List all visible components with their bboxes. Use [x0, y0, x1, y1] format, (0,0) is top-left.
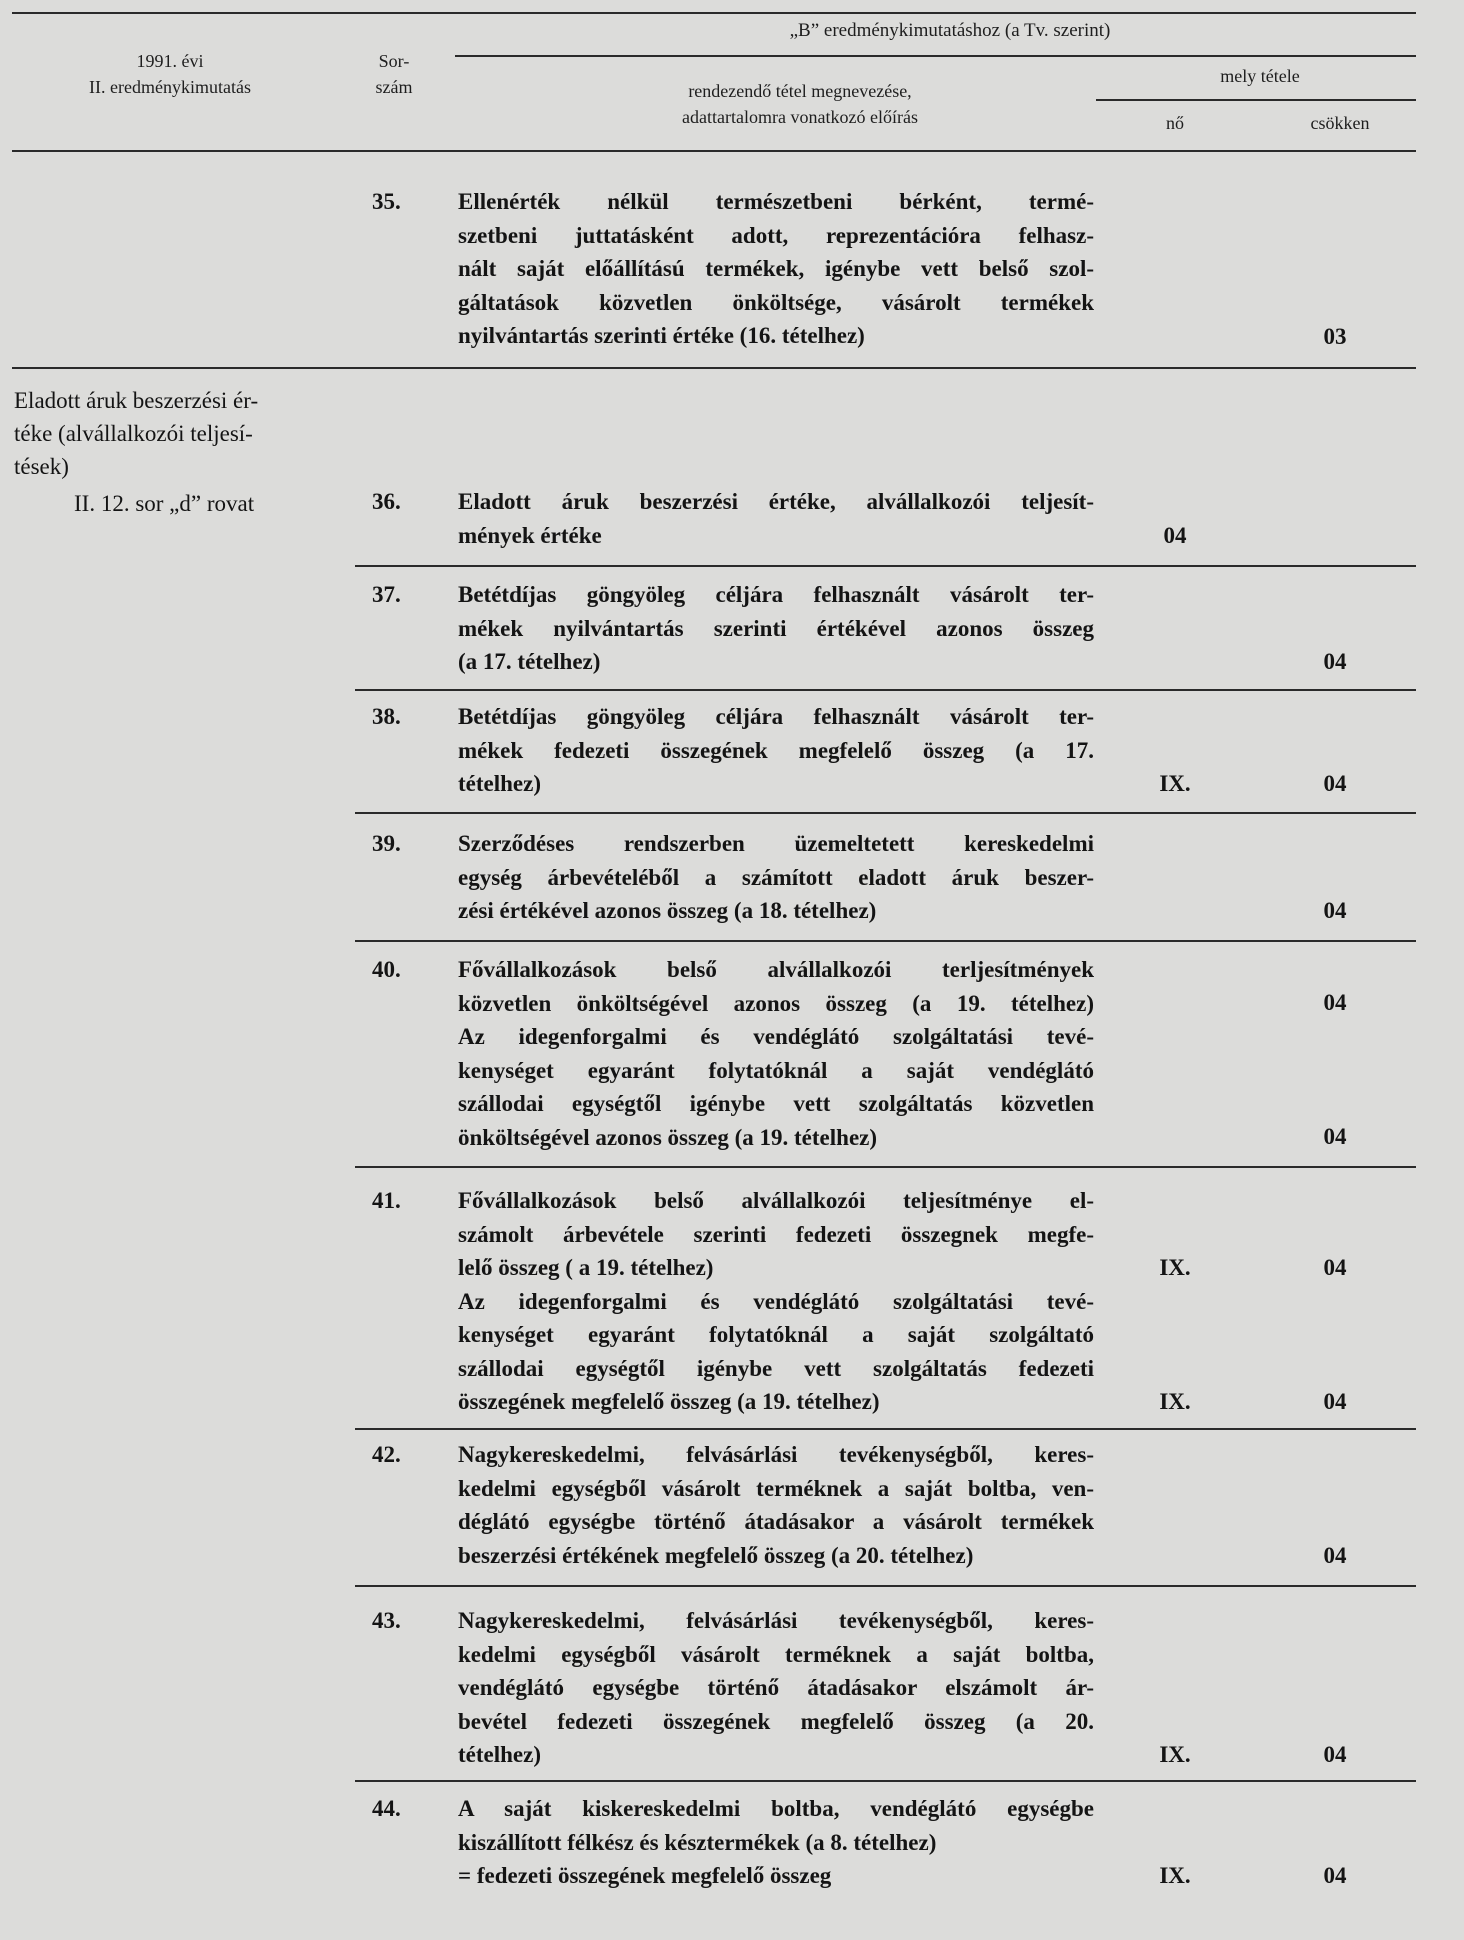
row-42-csokken: 04	[1323, 1543, 1347, 1568]
row-44-line-2: kiszállított félkész és késztermékek (a 8. tételhez)	[458, 1829, 937, 1855]
row-37-csokken: 04	[1323, 649, 1347, 674]
header-col3-line1: rendezendő tétel megnevezése,	[688, 81, 912, 101]
row-39-line-2: egység árbevételéből a számított eladott áruk beszer-	[458, 864, 1094, 890]
row-39-line-3: zési értékével azonos összeg (a 18. tételhez)	[458, 898, 877, 923]
row-43-line-4: bevétel fedezeti összegének megfelelő összeg (a 20.	[458, 1708, 1094, 1734]
row-43-number: 43.	[372, 1608, 401, 1633]
row-44-text	[458, 1792, 1094, 1893]
row-43-line-3: vendéglátó egységbe történő átadásakor elszámolt ár-	[458, 1675, 1094, 1700]
row-44-no: IX.	[1159, 1863, 1191, 1888]
row-43-line-2: kedelmi egységből vásárolt terméknek a saját boltba,	[458, 1641, 1094, 1667]
row-40-line-5: szállodai egységtől igénybe vett szolgáltatás közvetlen	[458, 1091, 1094, 1116]
row-36-line-2: mények értéke	[458, 522, 602, 548]
row-42-text	[458, 1438, 1094, 1572]
row-41-number: 41.	[372, 1188, 401, 1213]
row-41-csokken-2: 04	[1323, 1389, 1347, 1414]
row-36-no: 04	[1163, 523, 1187, 548]
row-43-csokken: 04	[1323, 1742, 1347, 1767]
row-44-line-1: A saját kiskereskedelmi boltba, vendéglátó egységbe	[458, 1796, 1094, 1821]
top-rule	[12, 12, 1416, 14]
row-41-no-1: IX.	[1159, 1255, 1191, 1280]
row-43-line-5: tételhez)	[458, 1742, 541, 1767]
row-37-number: 37.	[372, 582, 401, 607]
row-38-csokken: 04	[1323, 771, 1347, 796]
row-42-line-4: beszerzési értékének megfelelő összeg (a 20. tételhez)	[458, 1542, 974, 1568]
mely-rule	[1096, 99, 1416, 101]
left-line-1: Eladott áruk beszerzési ér-	[14, 388, 259, 413]
row-36-line-1: Eladott áruk beszerzési értéke, alvállalkozói teljesít-	[458, 489, 1094, 514]
b-header-rule	[455, 55, 1416, 57]
row-36-rule	[355, 565, 1416, 567]
header-b-title: „B” eredménykimutatáshoz (a Tv. szerint)	[789, 20, 1111, 41]
row-41-text	[458, 1184, 1094, 1419]
header-col1-line1: 1991. évi	[136, 51, 204, 71]
row-38-line-1: Betétdíjas göngyöleg céljára felhasznált vásárolt ter-	[458, 704, 1094, 729]
row-35-line-5: nyilvántartás szerinti értéke (16. tételhez)	[458, 323, 865, 348]
row-42-rule	[355, 1585, 1416, 1587]
header-col3	[560, 78, 1040, 130]
row-35-csokken: 03	[1323, 324, 1347, 349]
left-line-4: II. 12. sor „d” rovat	[74, 491, 255, 516]
row-37-line-1: Betétdíjas göngyöleg céljára felhasznált vásárolt ter-	[458, 582, 1094, 607]
row-36-text	[458, 485, 1094, 552]
row-37-line-3: (a 17. tételhez)	[458, 649, 601, 674]
row-39-rule	[355, 940, 1416, 942]
row-41-line-2: számolt árbevétele szerinti fedezeti összegnek megfe-	[458, 1221, 1094, 1247]
row-41-no-2: IX.	[1159, 1389, 1191, 1414]
row-38-text	[458, 700, 1094, 801]
row-40-line-3: Az idegenforgalmi és vendéglátó szolgáltatási tevé-	[458, 1024, 1094, 1049]
row-41-line-4: Az idegenforgalmi és vendéglátó szolgáltatási tevé-	[458, 1288, 1094, 1314]
row-41-line-3: lelő összeg ( a 19. tételhez)	[458, 1255, 714, 1280]
header-mely-tetele: mely tétele	[1220, 66, 1300, 86]
header-no: nő	[1166, 113, 1184, 133]
header-csokken: csökken	[1310, 113, 1370, 133]
row-43-text	[458, 1604, 1094, 1772]
row-38-line-2: mékek fedezeti összegének megfelelő összeg (a 17.	[458, 737, 1094, 763]
row-40-line-6: önköltségével azonos összeg (a 19. tételhez)	[458, 1124, 878, 1150]
row-38-no: IX.	[1159, 771, 1191, 796]
row-39-number: 39.	[372, 831, 401, 856]
row-38-rule	[355, 812, 1416, 814]
row-38-line-3: tételhez)	[458, 771, 541, 796]
row-35-line-3: nált saját előállítású termékek, igénybe vett belső szol-	[458, 256, 1094, 281]
left-line-2: téke (alvállalkozói teljesí-	[14, 421, 253, 446]
row-35-number: 35.	[372, 189, 401, 214]
row-43-no: IX.	[1159, 1742, 1191, 1767]
header-col1	[50, 48, 290, 100]
header-col2	[354, 48, 434, 100]
row-35-rule	[12, 367, 1416, 369]
row-40-number: 40.	[372, 957, 401, 982]
left-section	[14, 384, 344, 520]
row-37-rule	[355, 689, 1416, 691]
row-39-csokken: 04	[1323, 898, 1347, 923]
row-41-line-7: összegének megfelelő összeg (a 19. tételhez)	[458, 1389, 880, 1414]
row-39-line-1: Szerződéses rendszerben üzemeltetett kereskedelmi	[458, 831, 1094, 856]
row-38-number: 38.	[372, 704, 401, 729]
row-43-line-1: Nagykereskedelmi, felvásárlási tevékenységből, keres-	[458, 1608, 1094, 1633]
row-40-rule	[355, 1166, 1416, 1168]
row-41-rule	[355, 1428, 1416, 1430]
row-35-line-1: Ellenérték nélkül természetbeni bérként, termé-	[458, 189, 1094, 214]
row-42-line-3: déglátó egységbe történő átadásakor a vásárolt termékek	[458, 1509, 1094, 1534]
row-36-number: 36.	[372, 489, 401, 514]
row-44-csokken: 04	[1323, 1863, 1347, 1888]
row-40-csokken-1: 04	[1323, 990, 1347, 1015]
row-42-line-1: Nagykereskedelmi, felvásárlási tevékenységből, keres-	[458, 1442, 1094, 1467]
left-line-3: tések)	[14, 454, 69, 479]
header-col1-line2: II. eredménykimutatás	[89, 77, 251, 97]
header-bottom-rule	[12, 150, 1416, 152]
row-39-text	[458, 827, 1094, 928]
header-col3-line2: adattartalomra vonatkozó előírás	[682, 107, 918, 127]
row-42-line-2: kedelmi egységből vásárolt terméknek a saját boltba, ven-	[458, 1475, 1094, 1501]
row-44-number: 44.	[372, 1796, 401, 1821]
row-40-line-2: közvetlen önköltségével azonos összeg (a 19. tételhez)	[458, 990, 1094, 1016]
header-col2-line1: Sor-	[378, 51, 410, 71]
row-40-line-1: Fővállalkozások belső alvállalkozói terljesítmények	[458, 957, 1094, 982]
row-44-line-3: = fedezeti összegének megfelelő összeg	[458, 1863, 832, 1888]
row-43-rule	[355, 1780, 1416, 1782]
header-col2-line2: szám	[375, 77, 413, 97]
row-35-line-4: gáltatások közvetlen önköltsége, vásárolt termékek	[458, 289, 1094, 315]
row-41-line-1: Fővállalkozások belső alvállalkozói teljesítménye el-	[458, 1188, 1094, 1213]
row-37-line-2: mékek nyilvántartás szerinti értékével azonos összeg	[458, 615, 1094, 641]
row-40-csokken-2: 04	[1323, 1124, 1347, 1149]
row-41-line-6: szállodai egységtől igénybe vett szolgáltatás fedezeti	[458, 1355, 1094, 1381]
row-35-text	[458, 185, 1094, 353]
row-37-text	[458, 578, 1094, 679]
row-40-text	[458, 953, 1094, 1154]
row-42-number: 42.	[372, 1442, 401, 1467]
row-40-line-4: kenységet egyaránt folytatóknál a saját vendéglátó	[458, 1057, 1094, 1083]
row-35-line-2: szetbeni juttatásként adott, reprezentációra felhasz-	[458, 222, 1094, 248]
row-41-line-5: kenységet egyaránt folytatóknál a saját szolgáltató	[458, 1322, 1094, 1347]
row-41-csokken-1: 04	[1323, 1255, 1347, 1280]
